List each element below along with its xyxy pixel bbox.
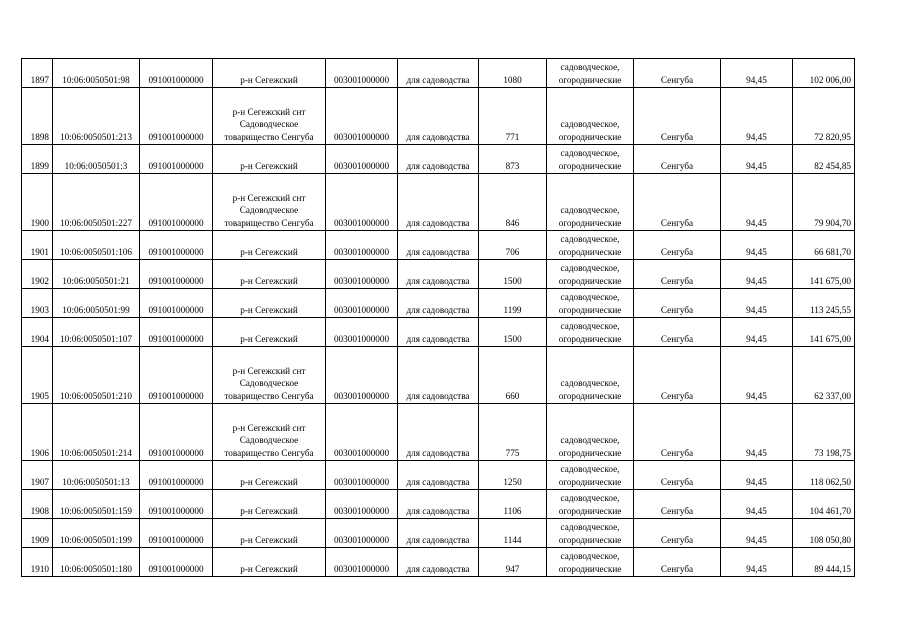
address-line: р-н Сегежский снт <box>232 365 306 376</box>
oktmo-code-cell: 091001000000 <box>140 260 213 289</box>
address-line: товарищество Сенгуба <box>224 217 314 228</box>
okato-code-cell: 003001000000 <box>326 260 398 289</box>
land-category-line: садоводческое, <box>560 435 620 445</box>
locality-cell: Сенгуба <box>634 260 721 289</box>
address-cell <box>213 174 326 231</box>
address-line: р-н Сегежский <box>240 74 298 85</box>
specific-value-cell: 94,45 <box>721 289 793 318</box>
specific-value-cell: 94,45 <box>721 490 793 519</box>
row-number-cell: 1900 <box>22 174 53 231</box>
cadastral-value-cell: 141 675,00 <box>793 260 855 289</box>
land-category-line: садоводческое, <box>560 205 620 215</box>
land-category-line: огороднические <box>558 333 622 344</box>
locality-cell: Сенгуба <box>634 318 721 347</box>
table-row <box>22 461 855 490</box>
address-cell <box>213 318 326 347</box>
table-row <box>22 145 855 174</box>
cadastral-value-cell: 113 245,55 <box>793 289 855 318</box>
oktmo-code-cell: 091001000000 <box>140 519 213 548</box>
land-category-line: огороднические <box>558 390 622 401</box>
land-category-line: садоводческое, <box>560 493 620 503</box>
row-number-cell: 1909 <box>22 519 53 548</box>
table-row <box>22 289 855 318</box>
land-category-cell <box>547 174 634 231</box>
oktmo-code-cell: 091001000000 <box>140 461 213 490</box>
locality-cell: Сенгуба <box>634 519 721 548</box>
permitted-use-cell: для садоводства <box>398 347 479 404</box>
specific-value-cell: 94,45 <box>721 347 793 404</box>
locality-cell: Сенгуба <box>634 548 721 577</box>
land-category-cell <box>547 519 634 548</box>
oktmo-code-cell: 091001000000 <box>140 548 213 577</box>
cadastral-value-cell: 118 062,50 <box>793 461 855 490</box>
address-cell <box>213 548 326 577</box>
land-category-line: садоводческое, <box>560 378 620 388</box>
land-category-line: огороднические <box>558 563 622 574</box>
specific-value-cell: 94,45 <box>721 231 793 260</box>
land-category-line: садоводческое, <box>560 62 620 72</box>
cadastral-value-table <box>21 58 855 577</box>
land-category-line: огороднические <box>558 217 622 228</box>
cadastral-number-cell: 10:06:0050501:107 <box>53 318 140 347</box>
cadastral-number-cell: 10:06:0050501:21 <box>53 260 140 289</box>
cadastral-value-cell: 62 337,00 <box>793 347 855 404</box>
locality-cell: Сенгуба <box>634 289 721 318</box>
cadastral-value-cell: 108 050,80 <box>793 519 855 548</box>
address-line: р-н Сегежский <box>240 246 298 257</box>
area-cell: 771 <box>479 88 547 145</box>
land-category-line: садоводческое, <box>560 234 620 244</box>
area-cell: 775 <box>479 404 547 461</box>
address-line: р-н Сегежский <box>240 563 298 574</box>
land-category-line: огороднические <box>558 534 622 545</box>
table-row <box>22 59 855 88</box>
okato-code-cell: 003001000000 <box>326 145 398 174</box>
specific-value-cell: 94,45 <box>721 145 793 174</box>
oktmo-code-cell: 091001000000 <box>140 59 213 88</box>
permitted-use-cell: для садоводства <box>398 260 479 289</box>
land-category-line: огороднические <box>558 505 622 516</box>
permitted-use-cell: для садоводства <box>398 548 479 577</box>
address-cell <box>213 88 326 145</box>
address-cell <box>213 145 326 174</box>
row-number-cell: 1908 <box>22 490 53 519</box>
specific-value-cell: 94,45 <box>721 461 793 490</box>
okato-code-cell: 003001000000 <box>326 318 398 347</box>
locality-cell: Сенгуба <box>634 174 721 231</box>
land-category-line: огороднические <box>558 275 622 286</box>
land-category-line: огороднические <box>558 304 622 315</box>
cadastral-number-cell: 10:06:0050501:214 <box>53 404 140 461</box>
cadastral-value-cell: 141 675,00 <box>793 318 855 347</box>
area-cell: 1106 <box>479 490 547 519</box>
specific-value-cell: 94,45 <box>721 174 793 231</box>
table-row <box>22 347 855 404</box>
area-cell: 1500 <box>479 318 547 347</box>
cadastral-value-cell: 89 444,15 <box>793 548 855 577</box>
okato-code-cell: 003001000000 <box>326 404 398 461</box>
permitted-use-cell: для садоводства <box>398 231 479 260</box>
row-number-cell: 1902 <box>22 260 53 289</box>
permitted-use-cell: для садоводства <box>398 289 479 318</box>
land-category-line: огороднические <box>558 246 622 257</box>
locality-cell: Сенгуба <box>634 490 721 519</box>
land-category-line: садоводческое, <box>560 263 620 273</box>
oktmo-code-cell: 091001000000 <box>140 174 213 231</box>
address-line: товарищество Сенгуба <box>224 131 314 142</box>
address-line: товарищество Сенгуба <box>224 447 314 458</box>
locality-cell: Сенгуба <box>634 59 721 88</box>
land-category-line: садоводческое, <box>560 522 620 532</box>
oktmo-code-cell: 091001000000 <box>140 88 213 145</box>
address-line: р-н Сегежский <box>240 534 298 545</box>
okato-code-cell: 003001000000 <box>326 88 398 145</box>
locality-cell: Сенгуба <box>634 461 721 490</box>
oktmo-code-cell: 091001000000 <box>140 289 213 318</box>
permitted-use-cell: для садоводства <box>398 519 479 548</box>
specific-value-cell: 94,45 <box>721 318 793 347</box>
specific-value-cell: 94,45 <box>721 404 793 461</box>
cadastral-number-cell: 10:06:0050501:99 <box>53 289 140 318</box>
address-cell <box>213 347 326 404</box>
address-line: Садоводческое <box>239 378 299 388</box>
land-category-cell <box>547 461 634 490</box>
area-cell: 1250 <box>479 461 547 490</box>
specific-value-cell: 94,45 <box>721 548 793 577</box>
area-cell: 660 <box>479 347 547 404</box>
cadastral-value-cell: 66 681,70 <box>793 231 855 260</box>
land-category-cell <box>547 404 634 461</box>
address-line: р-н Сегежский <box>240 333 298 344</box>
permitted-use-cell: для садоводства <box>398 88 479 145</box>
oktmo-code-cell: 091001000000 <box>140 318 213 347</box>
table-row <box>22 548 855 577</box>
land-category-cell <box>547 490 634 519</box>
table-row <box>22 88 855 145</box>
address-cell <box>213 59 326 88</box>
address-line: р-н Сегежский снт <box>232 422 306 433</box>
address-cell <box>213 519 326 548</box>
cadastral-value-cell: 79 904,70 <box>793 174 855 231</box>
address-cell <box>213 490 326 519</box>
address-cell <box>213 289 326 318</box>
area-cell: 1500 <box>479 260 547 289</box>
land-category-cell <box>547 59 634 88</box>
okato-code-cell: 003001000000 <box>326 231 398 260</box>
row-number-cell: 1910 <box>22 548 53 577</box>
table-row <box>22 174 855 231</box>
land-category-line: садоводческое, <box>560 148 620 158</box>
land-category-line: огороднические <box>558 447 622 458</box>
locality-cell: Сенгуба <box>634 231 721 260</box>
locality-cell: Сенгуба <box>634 404 721 461</box>
okato-code-cell: 003001000000 <box>326 174 398 231</box>
cadastral-value-cell: 73 198,75 <box>793 404 855 461</box>
address-cell <box>213 260 326 289</box>
okato-code-cell: 003001000000 <box>326 490 398 519</box>
cadastral-number-cell: 10:06:0050501:227 <box>53 174 140 231</box>
cadastral-value-cell: 72 820,95 <box>793 88 855 145</box>
address-line: р-н Сегежский <box>240 476 298 487</box>
land-category-cell <box>547 88 634 145</box>
row-number-cell: 1901 <box>22 231 53 260</box>
oktmo-code-cell: 091001000000 <box>140 347 213 404</box>
row-number-cell: 1899 <box>22 145 53 174</box>
oktmo-code-cell: 091001000000 <box>140 490 213 519</box>
cadastral-number-cell: 10:06:0050501:106 <box>53 231 140 260</box>
permitted-use-cell: для садоводства <box>398 59 479 88</box>
table-row <box>22 490 855 519</box>
okato-code-cell: 003001000000 <box>326 461 398 490</box>
permitted-use-cell: для садоводства <box>398 461 479 490</box>
area-cell: 873 <box>479 145 547 174</box>
area-cell: 1080 <box>479 59 547 88</box>
okato-code-cell: 003001000000 <box>326 289 398 318</box>
address-line: р-н Сегежский снт <box>232 106 306 117</box>
land-category-cell <box>547 347 634 404</box>
table-row <box>22 231 855 260</box>
cadastral-number-cell: 10:06:0050501:3 <box>53 145 140 174</box>
row-number-cell: 1905 <box>22 347 53 404</box>
land-category-cell <box>547 548 634 577</box>
table-row <box>22 260 855 289</box>
land-category-line: садоводческое, <box>560 464 620 474</box>
land-category-cell <box>547 145 634 174</box>
specific-value-cell: 94,45 <box>721 519 793 548</box>
locality-cell: Сенгуба <box>634 88 721 145</box>
row-number-cell: 1903 <box>22 289 53 318</box>
locality-cell: Сенгуба <box>634 145 721 174</box>
area-cell: 706 <box>479 231 547 260</box>
locality-cell: Сенгуба <box>634 347 721 404</box>
oktmo-code-cell: 091001000000 <box>140 231 213 260</box>
land-category-line: садоводческое, <box>560 292 620 302</box>
cadastral-value-cell: 82 454,85 <box>793 145 855 174</box>
table-row <box>22 318 855 347</box>
land-category-line: огороднические <box>558 160 622 171</box>
row-number-cell: 1898 <box>22 88 53 145</box>
cadastral-number-cell: 10:06:0050501:199 <box>53 519 140 548</box>
address-cell <box>213 461 326 490</box>
table-row <box>22 519 855 548</box>
cadastral-number-cell: 10:06:0050501:213 <box>53 88 140 145</box>
area-cell: 846 <box>479 174 547 231</box>
land-category-cell <box>547 289 634 318</box>
cadastral-number-cell: 10:06:0050501:13 <box>53 461 140 490</box>
land-category-line: огороднические <box>558 476 622 487</box>
address-line: р-н Сегежский <box>240 304 298 315</box>
land-category-line: огороднические <box>558 131 622 142</box>
land-category-line: огороднические <box>558 74 622 85</box>
row-number-cell: 1907 <box>22 461 53 490</box>
cadastral-number-cell: 10:06:0050501:210 <box>53 347 140 404</box>
address-line: Садоводческое <box>239 205 299 215</box>
specific-value-cell: 94,45 <box>721 88 793 145</box>
specific-value-cell: 94,45 <box>721 260 793 289</box>
area-cell: 947 <box>479 548 547 577</box>
address-line: р-н Сегежский <box>240 160 298 171</box>
cadastral-value-cell: 104 461,70 <box>793 490 855 519</box>
okato-code-cell: 003001000000 <box>326 347 398 404</box>
permitted-use-cell: для садоводства <box>398 404 479 461</box>
address-line: товарищество Сенгуба <box>224 390 314 401</box>
table-row <box>22 404 855 461</box>
permitted-use-cell: для садоводства <box>398 318 479 347</box>
area-cell: 1199 <box>479 289 547 318</box>
land-category-cell <box>547 260 634 289</box>
address-cell <box>213 231 326 260</box>
address-line: Садоводческое <box>239 119 299 129</box>
land-category-line: садоводческое, <box>560 119 620 129</box>
oktmo-code-cell: 091001000000 <box>140 145 213 174</box>
permitted-use-cell: для садоводства <box>398 145 479 174</box>
okato-code-cell: 003001000000 <box>326 59 398 88</box>
cadastral-value-cell: 102 006,00 <box>793 59 855 88</box>
specific-value-cell: 94,45 <box>721 59 793 88</box>
row-number-cell: 1897 <box>22 59 53 88</box>
address-cell <box>213 404 326 461</box>
row-number-cell: 1906 <box>22 404 53 461</box>
area-cell: 1144 <box>479 519 547 548</box>
cadastral-number-cell: 10:06:0050501:180 <box>53 548 140 577</box>
permitted-use-cell: для садоводства <box>398 174 479 231</box>
land-category-line: садоводческое, <box>560 321 620 331</box>
address-line: р-н Сегежский <box>240 505 298 516</box>
land-category-line: садоводческое, <box>560 551 620 561</box>
permitted-use-cell: для садоводства <box>398 490 479 519</box>
address-line: р-н Сегежский <box>240 275 298 286</box>
address-line: Садоводческое <box>239 435 299 445</box>
address-line: р-н Сегежский снт <box>232 192 306 203</box>
row-number-cell: 1904 <box>22 318 53 347</box>
okato-code-cell: 003001000000 <box>326 519 398 548</box>
cadastral-number-cell: 10:06:0050501:98 <box>53 59 140 88</box>
oktmo-code-cell: 091001000000 <box>140 404 213 461</box>
okato-code-cell: 003001000000 <box>326 548 398 577</box>
land-category-cell <box>547 231 634 260</box>
land-category-cell <box>547 318 634 347</box>
cadastral-number-cell: 10:06:0050501:159 <box>53 490 140 519</box>
